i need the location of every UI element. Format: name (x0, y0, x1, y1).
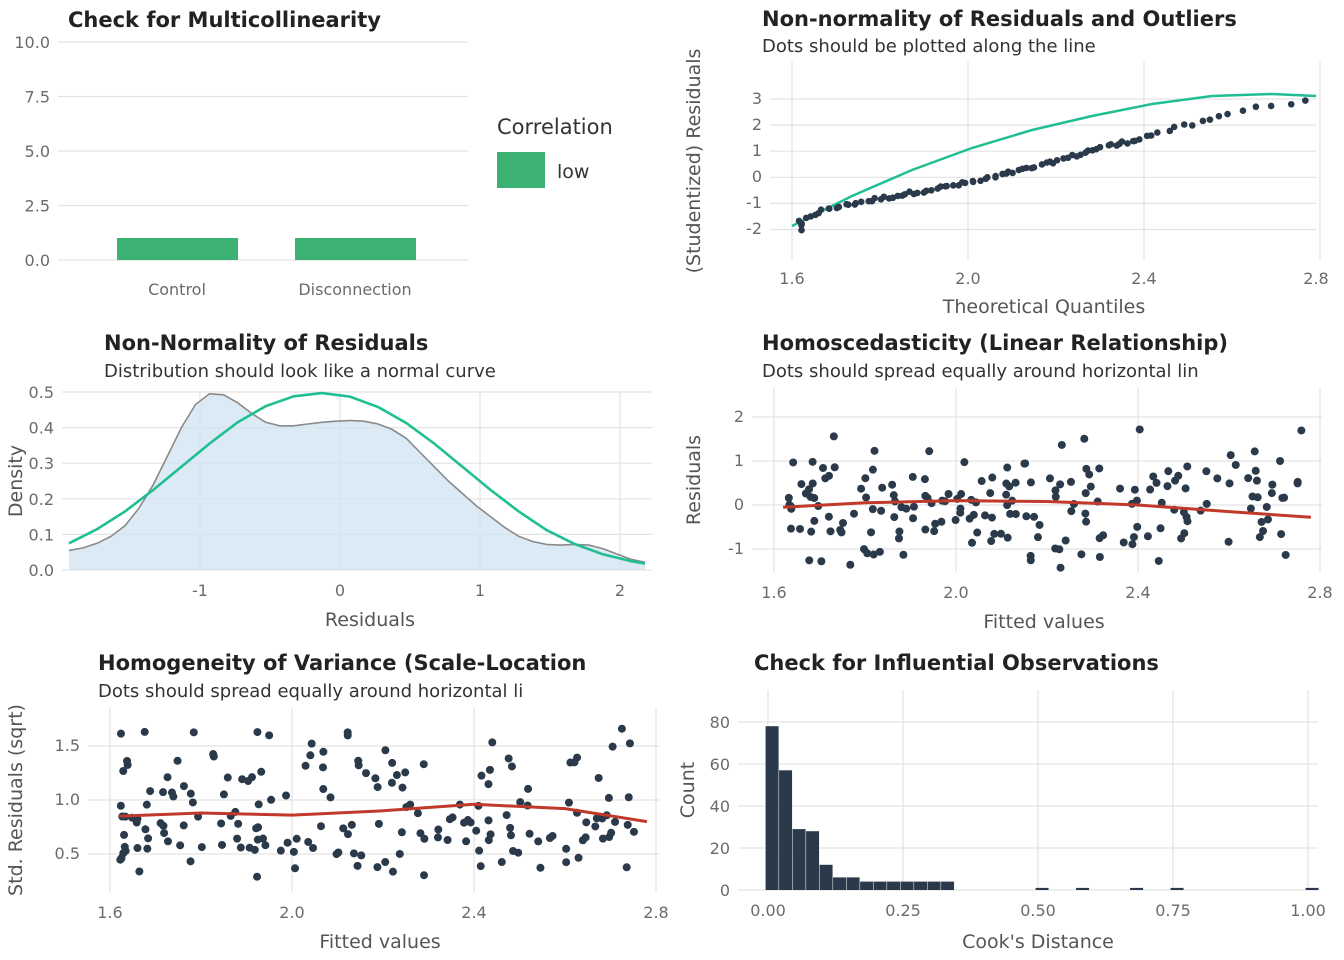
homoscedasticity-chart (672, 320, 1344, 640)
panel-title: Check for Multicollinearity (68, 8, 381, 32)
panel-subtitle: Dots should spread equally around horizontal li (98, 681, 524, 702)
x-axis-ticks (761, 583, 1332, 602)
y-axis-ticks (728, 407, 744, 558)
bar-disconnection (295, 238, 416, 260)
histogram-bar (847, 877, 860, 890)
panel-title: Homoscedasticity (Linear Relationship) (762, 331, 1229, 355)
svg-text:2.4: 2.4 (1131, 269, 1157, 288)
svg-text:1.6: 1.6 (761, 583, 787, 602)
histogram-bar (1036, 888, 1049, 890)
svg-text:0.75: 0.75 (1155, 901, 1191, 920)
histogram-bar (874, 882, 887, 890)
svg-text:0: 0 (334, 581, 346, 600)
svg-text:1: 1 (751, 141, 762, 160)
panel-multicollinearity (0, 0, 672, 320)
svg-text:0.0: 0.0 (24, 251, 50, 270)
svg-text:0.2: 0.2 (28, 489, 54, 509)
svg-text:5.0: 5.0 (24, 142, 50, 161)
svg-text:0.5: 0.5 (28, 383, 54, 402)
y-axis-ticks (14, 33, 50, 270)
legend-swatch-low (497, 152, 545, 188)
svg-text:7.5: 7.5 (24, 87, 50, 107)
svg-text:-1: -1 (728, 539, 744, 558)
y-axis-ticks (746, 89, 762, 238)
x-axis-ticks (192, 581, 625, 600)
legend-label-low: low (557, 161, 590, 183)
x-axis-ticks (779, 269, 1328, 288)
svg-text:2: 2 (733, 407, 744, 426)
x-axis-label: Fitted values (983, 611, 1105, 633)
histogram-bar (1076, 888, 1089, 890)
histogram-bar (1306, 888, 1319, 890)
svg-text:1.5: 1.5 (54, 736, 80, 755)
svg-text:0: 0 (733, 495, 744, 514)
panel-homoscedasticity (672, 320, 1344, 640)
qq-chart (672, 0, 1344, 320)
svg-text:2: 2 (614, 581, 626, 600)
svg-text:2.8: 2.8 (643, 903, 669, 922)
x-axis-label: Cook's Distance (962, 931, 1114, 953)
svg-text:Control: Control (148, 280, 206, 299)
histogram-bar (806, 831, 819, 890)
legend-title: Correlation (497, 115, 613, 139)
svg-text:0.4: 0.4 (28, 418, 54, 438)
svg-text:-1: -1 (746, 193, 762, 212)
histogram-bar (1130, 888, 1143, 890)
histogram-bar (887, 882, 900, 890)
y-axis-label: Std. Residuals (sqrt) (5, 704, 27, 896)
svg-text:2.8: 2.8 (1303, 269, 1329, 288)
svg-text:40: 40 (709, 797, 730, 816)
svg-text:-2: -2 (746, 219, 762, 238)
bar-control (117, 238, 238, 260)
panel-density (0, 320, 672, 640)
x-axis-label: Fitted values (319, 931, 441, 953)
panel-subtitle: Dots should be plotted along the line (762, 36, 1096, 57)
x-axis-ticks (750, 901, 1326, 920)
svg-text:3: 3 (751, 89, 762, 108)
svg-text:-1: -1 (192, 581, 208, 600)
histogram-bar (779, 770, 792, 890)
svg-text:2.4: 2.4 (461, 903, 487, 922)
histogram-bar (1171, 888, 1184, 890)
multicollinearity-chart (0, 0, 672, 320)
y-axis-ticks (55, 736, 80, 863)
svg-text:1: 1 (474, 581, 486, 600)
x-axis-label: Theoretical Quantiles (942, 296, 1146, 318)
y-axis-label: (Studentized) Residuals (683, 48, 705, 274)
svg-text:2.0: 2.0 (943, 583, 969, 602)
svg-text:0: 0 (719, 881, 730, 900)
influential-chart (672, 640, 1344, 960)
panel-subtitle: Distribution should look like a normal curve (104, 361, 496, 382)
histogram-bar (860, 882, 873, 890)
svg-text:2.5: 2.5 (24, 196, 50, 216)
svg-text:60: 60 (709, 755, 730, 774)
svg-text:1: 1 (733, 451, 744, 470)
x-axis-ticks (148, 280, 412, 299)
panel-influential (672, 640, 1344, 960)
panel-title: Non-normality of Residuals and Outliers (762, 7, 1237, 31)
svg-text:2.0: 2.0 (279, 903, 305, 922)
panel-subtitle: Dots should spread equally around horizontal lin (762, 361, 1199, 382)
svg-text:0.1: 0.1 (28, 525, 54, 545)
histogram-bar (833, 877, 846, 890)
panel-title: Check for Influential Observations (754, 651, 1159, 675)
y-axis-ticks (710, 713, 730, 900)
svg-text:1.6: 1.6 (779, 269, 805, 288)
y-axis-label: Residuals (683, 434, 705, 526)
svg-text:1.0: 1.0 (54, 790, 80, 809)
svg-text:20: 20 (709, 839, 730, 858)
x-axis-ticks (97, 903, 668, 922)
panel-title: Non-Normality of Residuals (104, 331, 429, 355)
svg-text:0.3: 0.3 (28, 454, 54, 474)
histogram-bar (793, 829, 806, 890)
histogram-bar (766, 726, 779, 890)
y-axis-label: Density (5, 444, 27, 518)
svg-text:Disconnection: Disconnection (298, 280, 412, 299)
panel-title: Homogeneity of Variance (Scale-Location (98, 651, 587, 675)
x-axis-label: Residuals (324, 609, 416, 631)
y-axis-label: Count (677, 761, 699, 819)
y-axis-ticks (29, 383, 54, 580)
svg-text:2: 2 (751, 115, 762, 134)
svg-text:0.5: 0.5 (54, 844, 80, 863)
scale-location-chart (0, 640, 672, 960)
svg-text:0.00: 0.00 (750, 901, 786, 920)
panel-scale-location (0, 640, 672, 960)
svg-text:0: 0 (751, 167, 762, 186)
histogram-bar (941, 882, 954, 890)
svg-text:0.50: 0.50 (1020, 901, 1056, 920)
svg-text:0.25: 0.25 (885, 901, 921, 920)
svg-text:1.6: 1.6 (97, 903, 123, 922)
histogram-bar (820, 865, 833, 890)
svg-text:0.0: 0.0 (28, 561, 54, 580)
histogram-bar (901, 882, 914, 890)
svg-text:10.0: 10.0 (14, 33, 50, 52)
svg-text:2.0: 2.0 (955, 269, 981, 288)
svg-text:80: 80 (709, 713, 730, 732)
histogram-bar (914, 882, 927, 890)
panel-qq (672, 0, 1344, 320)
density-chart (0, 320, 672, 640)
histogram-bar (928, 882, 941, 890)
svg-text:1.00: 1.00 (1290, 901, 1326, 920)
svg-text:2.4: 2.4 (1125, 583, 1151, 602)
svg-text:2.8: 2.8 (1307, 583, 1333, 602)
